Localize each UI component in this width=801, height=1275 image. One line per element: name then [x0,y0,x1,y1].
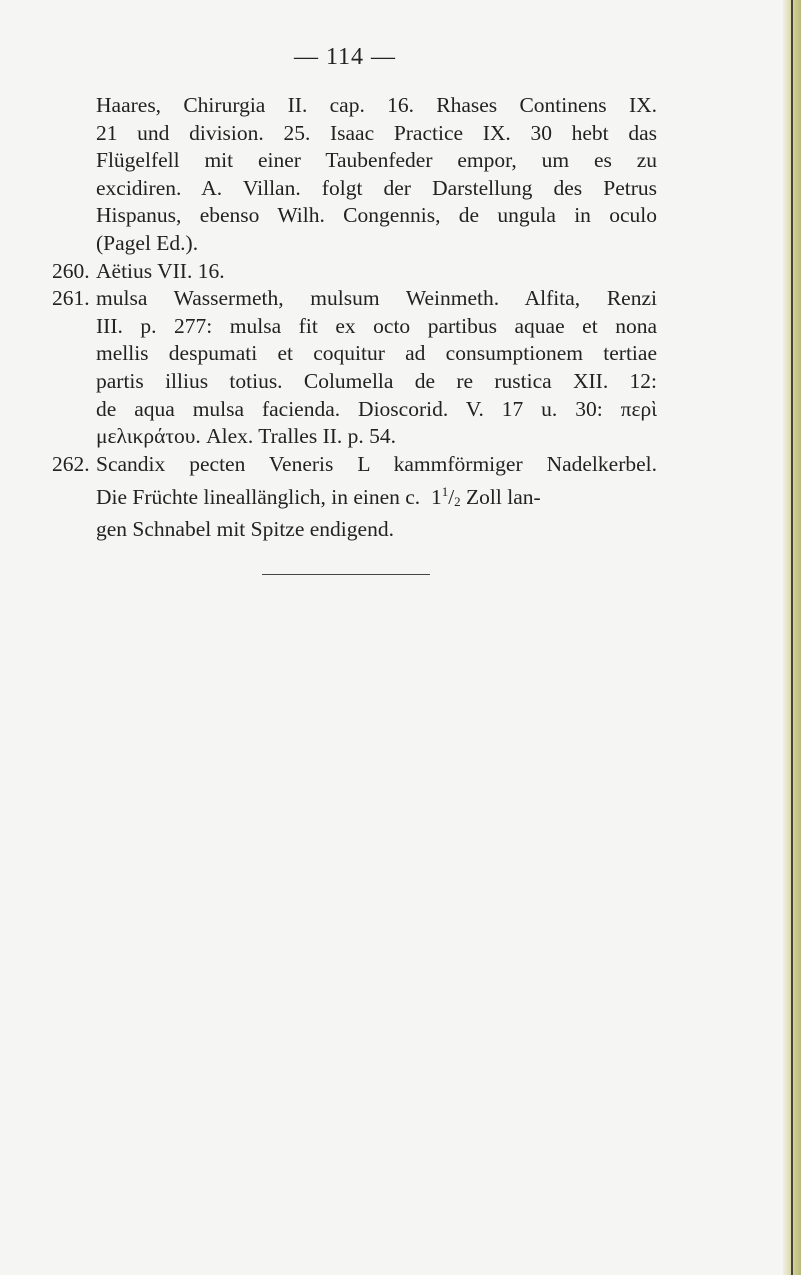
entry-number: 262. [52,451,90,476]
intro-line: 21 und division. 25. Isaac Practice IX. 30 hebt das [96,120,657,145]
entry-261 [52,285,657,451]
intro-line: Flügelfell mit einer Taubenfeder empor, um es zu [96,148,657,173]
page-edge-line [791,0,793,1275]
fraction-denominator: 2 [454,494,461,510]
entry-line: gen Schnabel mit Spitze endigend. [96,516,394,541]
entry-number: 261. [52,286,90,311]
entry-line-with-fraction [96,478,657,516]
entry-line-text: Die Früchte lineallänglich, in einen c. [96,485,421,510]
entry-line: Aëtius VII. 16. [96,258,225,283]
entry-line: Scandix pecten Veneris L kammförmiger Nadelkerbel. [96,451,657,476]
entry-line: mellis despumati et coquitur ad consumptionem tertiae [96,341,657,366]
intro-line: Hispanus, ebenso Wilh. Congennis, de ungula in oculo [96,203,657,228]
entry-line-text-after: Zoll lan- [466,485,541,510]
fraction: $1^1/2$ [430,484,461,510]
entry-line: mulsa Wassermeth, mulsum Weinmeth. Alfita, Renzi [96,286,657,311]
section-divider [262,574,430,575]
entry-262 [52,451,657,544]
fraction-whole: 1 [430,485,442,510]
page-number: — 114 — [293,44,397,70]
entry-line: partis illius totius. Columella de re rustica XII. 12: [96,368,657,393]
intro-paragraph [52,92,657,258]
intro-line: excidiren. A. Villan. folgt der Darstellung des Petrus [96,175,657,200]
fraction-numerator: 1 [441,484,449,500]
text-block [52,92,657,544]
intro-line: (Pagel Ed.). [96,230,199,255]
entry-260 [52,258,657,286]
entry-number: 260. [52,258,90,283]
intro-line: Haares, Chirurgia II. cap. 16. Rhases Continens IX. [96,93,657,117]
entry-line: III. p. 277: mulsa fit ex octo partibus aquae et nona [96,313,657,338]
entry-line: de aqua mulsa facienda. Dioscorid. V. 17 u. 30: περὶ [96,396,657,421]
entry-line: μελικράτου. Alex. Tralles II. p. 54. [96,424,397,449]
